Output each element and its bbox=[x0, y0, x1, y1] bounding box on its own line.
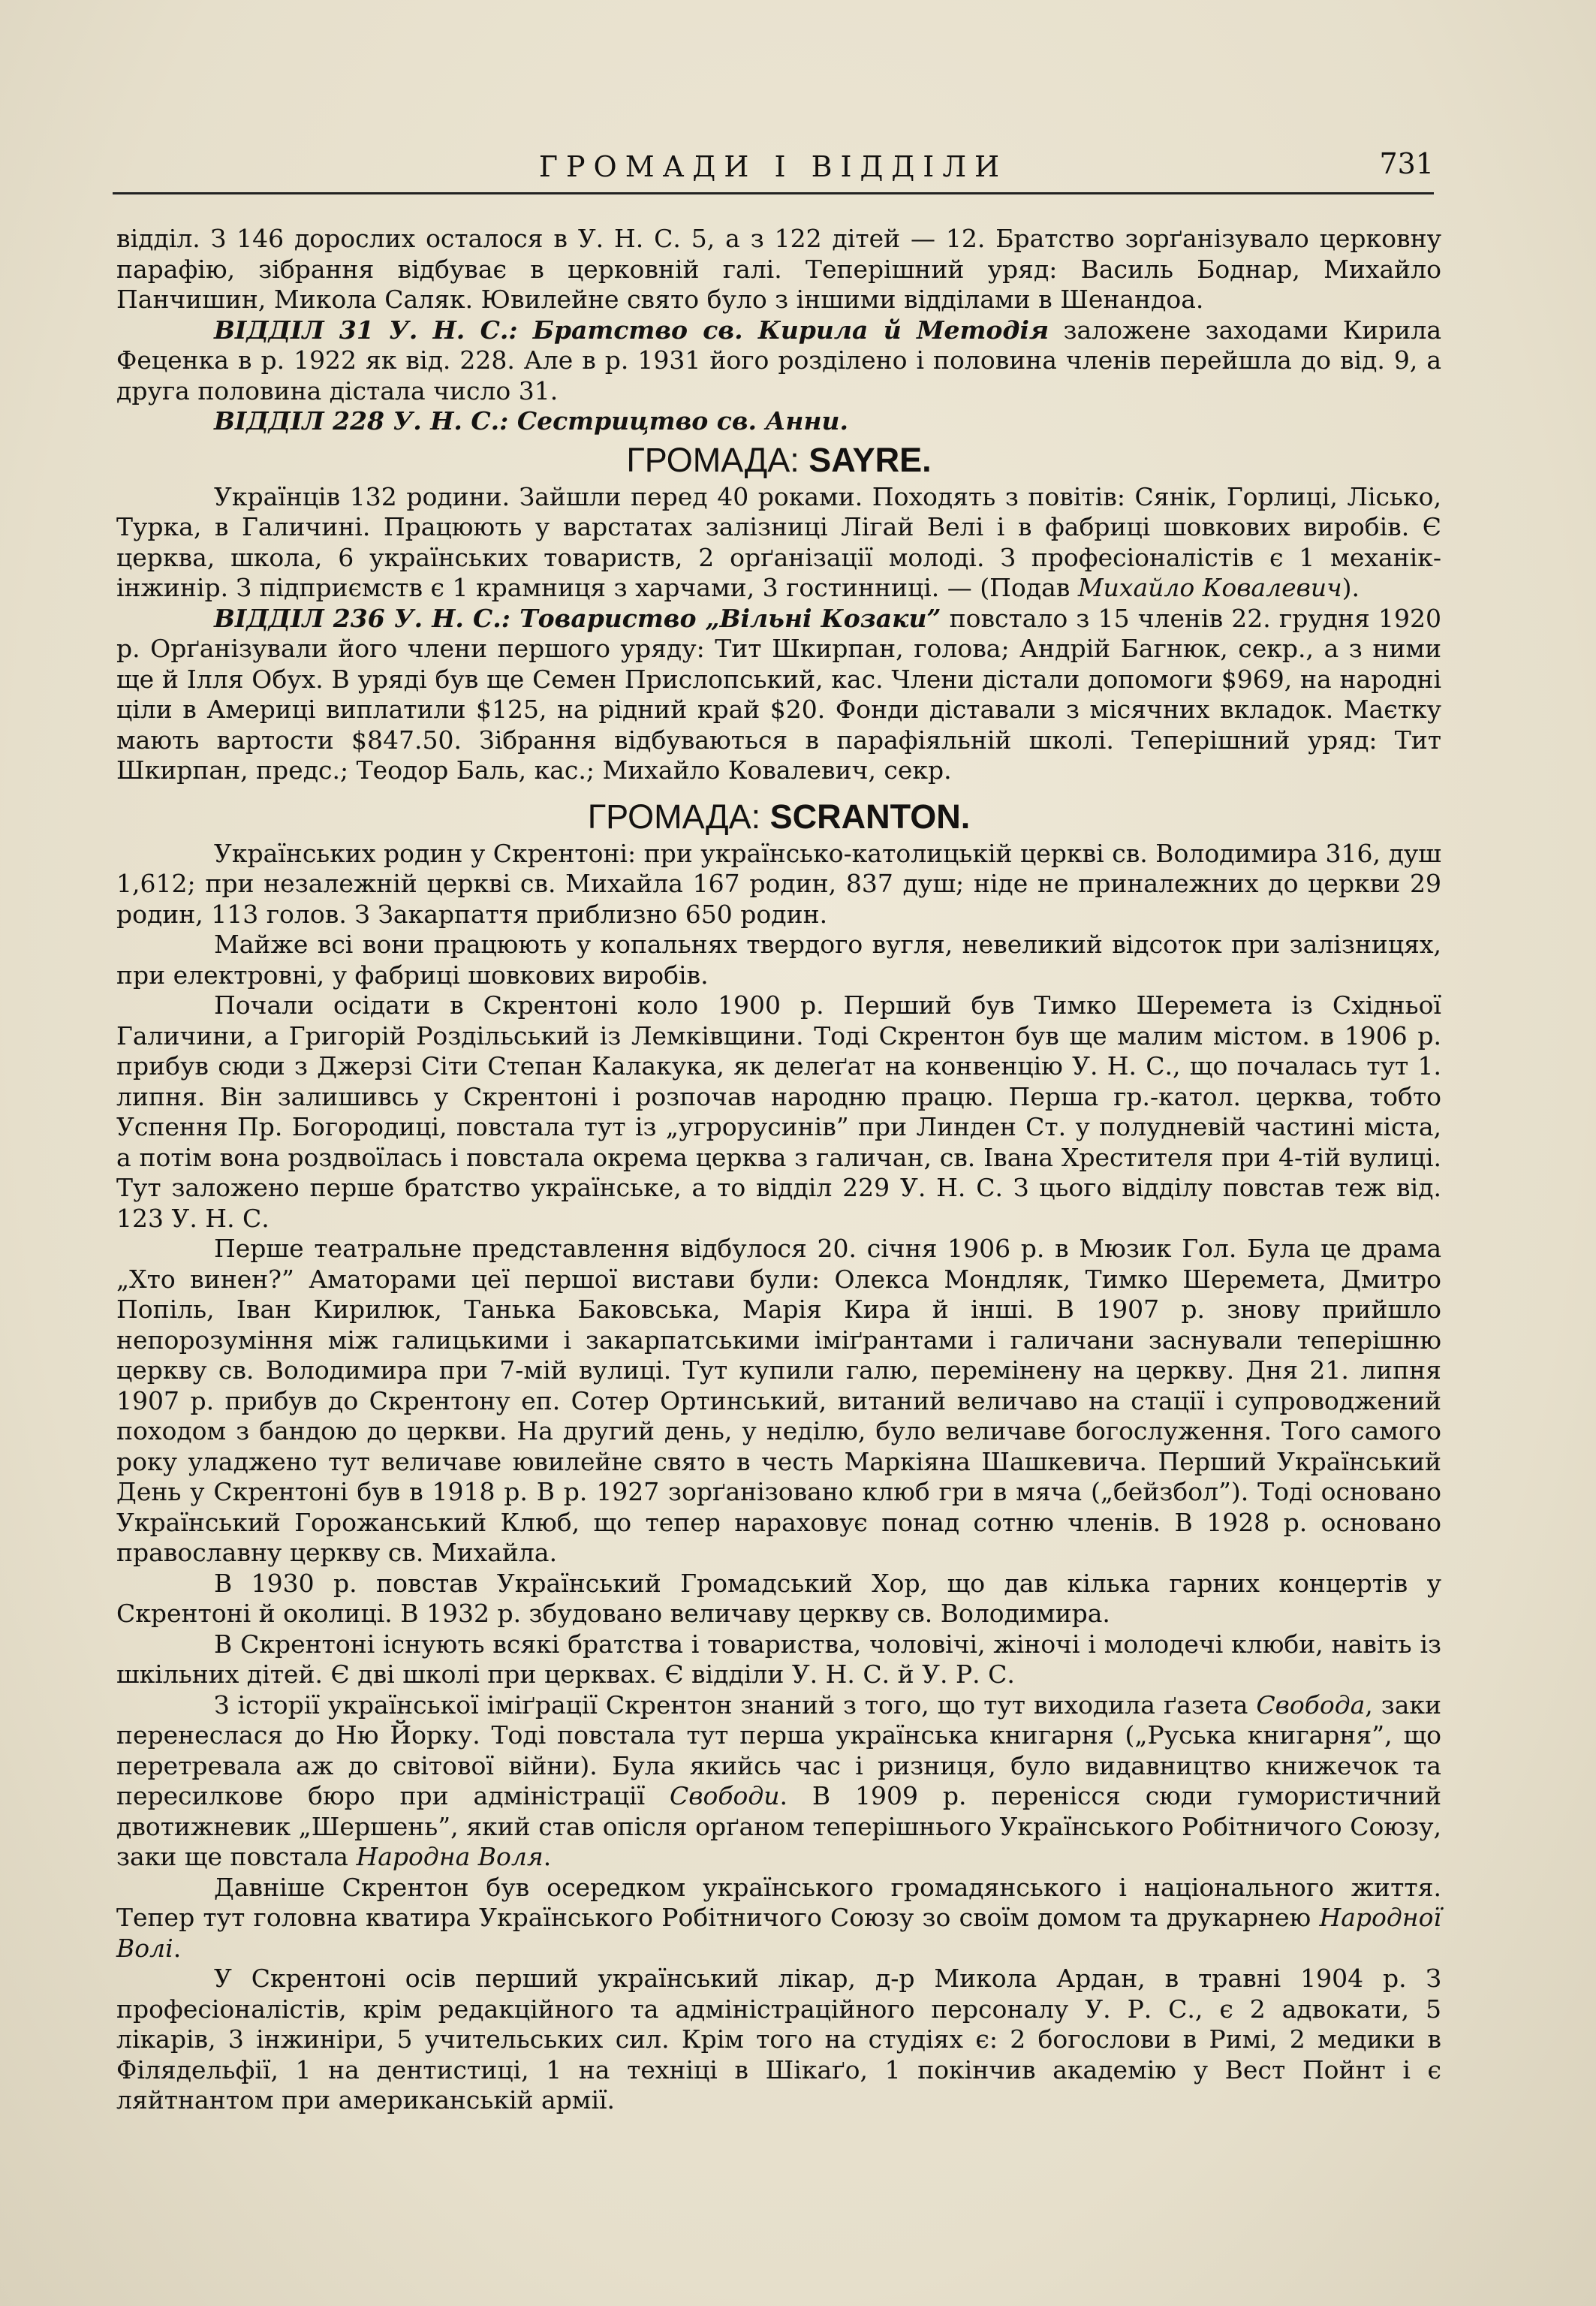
scranton-paragraph-8 bbox=[116, 1873, 1441, 1964]
page-number: 731 bbox=[1379, 147, 1434, 180]
branch-31-label: ВІДДІЛ 31 У. Н. С.: Братство св. Кирила й Методія bbox=[214, 315, 1049, 345]
text-run: . bbox=[543, 1842, 552, 1871]
heading-city: SAYRE. bbox=[809, 440, 932, 479]
text-run: , заки перенеслася до Ню Йорку. Тоді повстала тут перша українська книгарня („Руська книгарня”, що перетревала аж до світової війни). Була якийсь час і ризниця, було видавництво книжечок та пересилкове бюро при адміністрації bbox=[116, 1690, 1441, 1810]
page-content bbox=[116, 224, 1441, 2116]
scranton-paragraph-2: Майже всі вони працюють у копальнях твердого вугля, невеликий відсоток при залізницях, при електровні, у фабриці шовкових виробів. bbox=[116, 930, 1441, 990]
newspaper-title: Народної Волі bbox=[116, 1903, 1441, 1963]
branch-236-entry bbox=[116, 604, 1441, 786]
branch-31-entry bbox=[116, 315, 1441, 407]
branch-236-label: ВІДДІЛ 236 У. Н. С.: Товариство „Вільні Козаки” bbox=[214, 603, 941, 633]
text-run: Давніше Скрентон був осередком українського громадянського і національного життя. Тепер тут головна кватира Українського Робітничого Союзу зо своїм домом та друкарнею bbox=[116, 1872, 1441, 1932]
intro-paragraph: відділ. З 146 дорослих осталося в У. Н. С. 5, а з 122 дітей — 12. Братство зорґанізувало церковну парафію, зібрання відбуває в церковній галі. Теперішний уряд: Василь Боднар, Михайло Панчишин, Микола Саляк. Ювилейне свято було з іншими відділами в Шенандоа. bbox=[116, 224, 1441, 314]
scranton-paragraph-1: Українських родин у Скрентоні: при українсько-католицькій церкві св. Володимира 316, душ 1,612; при незалежній церкві св. Михайла 167 родин, 837 душ; ніде не приналежних до церкви 29 родин, 113 голов. З Закарпаття приблизно 650 родин. bbox=[116, 838, 1441, 929]
newspaper-title: Свобода bbox=[1256, 1690, 1366, 1720]
section-heading-scranton bbox=[116, 797, 1441, 836]
scranton-paragraph-6: В Скрентоні існують всякі братства і товариства, чоловічі, жіночі і молодечі клюби, навіть із шкільних дітей. Є дві школі при церквах. Є відділи У. Н. С. й У. Р. С. bbox=[116, 1629, 1441, 1689]
newspaper-title: Свободи bbox=[670, 1781, 780, 1810]
newspaper-title: Народна Воля bbox=[356, 1842, 544, 1871]
text-run: . bbox=[173, 1933, 182, 1963]
branch-228-entry bbox=[116, 406, 1441, 437]
branch-31-text: заложене заходами Кирила Феценка в р. 1922 як від. 228. Але в р. 1931 його розділено і половина членів перейшла до від. 9, а друга половина дістала число 31. bbox=[116, 315, 1441, 405]
scranton-paragraph-7 bbox=[116, 1690, 1441, 1873]
scranton-paragraph-5: В 1930 р. повстав Український Громадський Хор, що дав кілька гарних концертів у Скрентоні й околиці. В 1932 р. збудовано величаву церкву св. Володимира. bbox=[116, 1568, 1441, 1628]
sayre-author: Михайло Ковалевич bbox=[1077, 573, 1342, 602]
heading-prefix: ГРОМАДА: bbox=[587, 797, 761, 836]
sayre-text: Українців 132 родини. Зайшли перед 40 роками. Походять з повітів: Сянік, Горлиці, Лісько, Турка, в Галичині. Працюють у варстатах залізниці Лігай Велі і в фабриці шовкових виробів. Є церква, школа, 6 українських товариств, 2 орґанізації молоді. З професіоналістів є 1 механік-інжинір. З підприємств є 1 крамниця з харчами, 3 гостинниці. — (Подав bbox=[116, 481, 1441, 602]
text-run: . В 1909 р. перенісся сюди гумористичний двотижневик „Шершень”, який став опісля орґаном теперішнього Українського Робітничого Союзу, заки ще повстала bbox=[116, 1781, 1441, 1871]
sayre-text-end: ). bbox=[1342, 573, 1360, 602]
branch-228-label: ВІДДІЛ 228 У. Н. С.: Сестрицтво св. Анни. bbox=[214, 406, 848, 436]
running-head: ГРОМАДИ І ВІДДІЛИ bbox=[538, 150, 1008, 183]
page-header bbox=[113, 147, 1434, 194]
scranton-paragraph-9: У Скрентоні осів перший український лікар, д-р Микола Ардан, в травні 1904 р. З професіоналістів, крім редакційного та адміністраційного персоналу У. Р. С., є 2 адвокати, 5 лікарів, 3 інжиніри, 5 учительських сил. Крім того на студіях є: 2 богослови в Римі, 2 медики в Філядельфії, 1 на дентистиці, 1 на техніці в Шікаґо, 1 покінчив академію у Вест Пойнт і є ляйтнантом при американській армії. bbox=[116, 1964, 1441, 2115]
sayre-paragraph bbox=[116, 482, 1441, 604]
scranton-paragraph-4: Перше театральне представлення відбулося 20. січня 1906 р. в Мюзик Гол. Була це драма „Хто винен?” Аматорами цеї першої вистави були: Олекса Мондляк, Тимко Шеремета, Дмитро Попіль, Іван Кирилюк, Танька Баковська, Марія Кира й інші. В 1907 р. знову прийшло непорозуміння між галицькими і закарпатськими іміґрантами і галичани заснували теперішню церкву св. Володимира при 7-мій вулиці. Тут купили галю, перемінену на церкву. Дня 21. липня 1907 р. прибув до Скрентону еп. Сотер Ортинський, витаний величаво на стації і супроводжений походом з бандою до церкви. На другий день, у неділю, було величаве богослуження. Того самого року уладжено тут величаве ювилейне свято в честь Маркіяна Шашкевича. Перший Український День у Скрентоні був в 1918 р. В р. 1927 зорґанізовано клюб гри в мяча („бейзбол”). Тоді основано Український Горожанський Клюб, що тепер нараховує понад сотню членів. В 1928 р. основано православну церкву св. Михайла. bbox=[116, 1234, 1441, 1567]
heading-prefix: ГРОМАДА: bbox=[626, 440, 800, 479]
section-heading-sayre bbox=[116, 440, 1441, 479]
scranton-paragraph-3: Почали осідати в Скрентоні коло 1900 р. Перший був Тимко Шеремета із Східньої Галичини, а Григорій Роздільський із Лемківщини. Тоді Скрентон був ще малим містом. в 1906 р. прибув сюди з Джерзі Сіти Степан Калакука, як делеґат на конвенцію У. Н. С., що почалась тут 1. липня. Він залишивсь у Скрентоні і розпочав народню працю. Перша гр.-катол. церква, тобто Успення Пр. Богородиці, повстала тут із „угрорусинів” при Линден Ст. у полудневій частині міста, а потім вона роздвоїлась і повстала окрема церква з галичан, св. Івана Хрестителя при 4-тій вулиці. Тут заложено перше братство українське, а то відділ 229 У. Н. С. З цього відділу повстав теж від. 123 У. Н. С. bbox=[116, 990, 1441, 1233]
text-run: З історії української іміґрації Скрентон знаний з того, що тут виходила ґазета bbox=[214, 1690, 1257, 1720]
heading-city: SCRANTON. bbox=[769, 797, 971, 836]
branch-236-text: повстало з 15 членів 22. грудня 1920 р. Орґанізували його члени першого уряду: Тит Шкирпан, голова; Андрій Багнюк, секр., а з ними ще й Ілля Обух. В уряді був ще Семен Прислопський, кас. Члени дістали допомоги $969, на народні ціли в Америці виплатили $125, на рідний край $20. Фонди діставали з місячних вкладок. Маєтку мають вартости $847.50. Зібрання відбуваються в парафіяльній школі. Теперішний уряд: Тит Шкирпан, предс.; Теодор Баль, кас.; Михайло Ковалевич, секр. bbox=[116, 603, 1441, 785]
